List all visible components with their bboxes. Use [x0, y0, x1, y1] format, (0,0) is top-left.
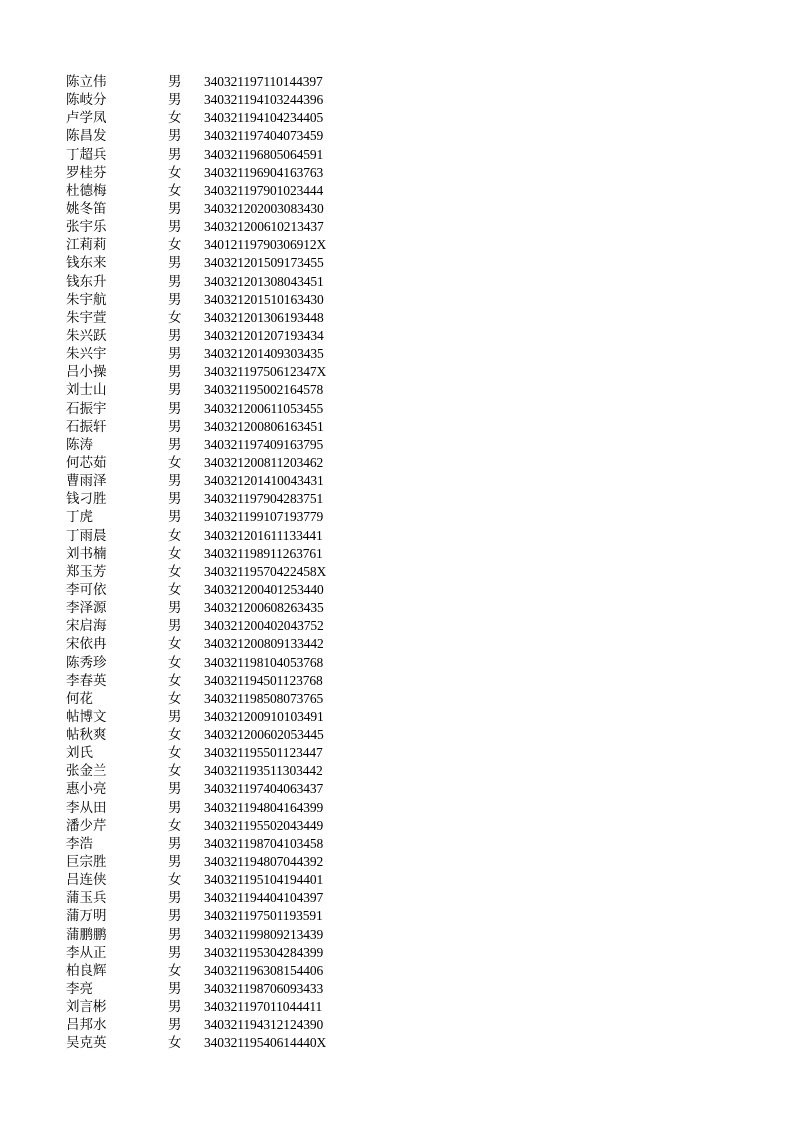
- roster-table: [66, 73, 396, 1053]
- table-row: [66, 345, 396, 363]
- id-number-cell: 340321195304284399: [204, 944, 324, 960]
- table-row: [66, 599, 396, 617]
- id-number-cell: 340321194804164399: [204, 799, 324, 815]
- gender-cell: 女: [168, 872, 182, 889]
- table-row: [66, 962, 396, 980]
- gender-cell: 男: [168, 473, 182, 490]
- name-cell: 帖博文: [66, 708, 107, 725]
- name-cell: 刘氏: [66, 745, 93, 762]
- gender-cell: 女: [168, 581, 182, 598]
- gender-cell: 男: [168, 491, 182, 508]
- table-row: [66, 291, 396, 309]
- gender-cell: 女: [168, 563, 182, 580]
- name-cell: 刘书楠: [66, 545, 107, 562]
- table-row: [66, 780, 396, 798]
- name-cell: 朱宇萱: [66, 309, 107, 326]
- table-row: [66, 690, 396, 708]
- table-row: [66, 980, 396, 998]
- id-number-cell: 340321194501123768: [204, 672, 323, 688]
- id-number-cell: 340321201306193448: [204, 309, 324, 325]
- table-row: [66, 381, 396, 399]
- gender-cell: 女: [168, 745, 182, 762]
- id-number-cell: 34032119540614440X: [204, 1035, 327, 1051]
- gender-cell: 男: [168, 146, 182, 163]
- table-row: [66, 418, 396, 436]
- table-row: [66, 817, 396, 835]
- table-row: [66, 273, 396, 291]
- name-cell: 丁雨晨: [66, 527, 107, 544]
- id-number-cell: 340321197011044411: [204, 999, 323, 1015]
- table-row: [66, 200, 396, 218]
- gender-cell: 女: [168, 545, 182, 562]
- gender-cell: 女: [168, 454, 182, 471]
- gender-cell: 男: [168, 382, 182, 399]
- id-number-cell: 340321197409163795: [204, 436, 324, 452]
- name-cell: 惠小亮: [66, 781, 107, 798]
- gender-cell: 男: [168, 418, 182, 435]
- gender-cell: 女: [168, 763, 182, 780]
- id-number-cell: 340321200602053445: [204, 727, 324, 743]
- name-cell: 陈昌发: [66, 128, 107, 145]
- gender-cell: 男: [168, 509, 182, 526]
- name-cell: 卢学凤: [66, 110, 107, 127]
- id-number-cell: 340321197110144397: [204, 74, 323, 89]
- table-row: [66, 998, 396, 1016]
- name-cell: 吕小操: [66, 364, 107, 381]
- gender-cell: 女: [168, 237, 182, 254]
- name-cell: 何花: [66, 690, 93, 707]
- id-number-cell: 340321201509173455: [204, 255, 324, 271]
- gender-cell: 女: [168, 182, 182, 199]
- gender-cell: 男: [168, 128, 182, 145]
- name-cell: 李浩: [66, 835, 93, 852]
- table-row: [66, 218, 396, 236]
- id-number-cell: 340321201510163430: [204, 291, 324, 307]
- table-row: [66, 563, 396, 581]
- name-cell: 李泽源: [66, 600, 107, 617]
- table-row: [66, 853, 396, 871]
- name-cell: 帖秋爽: [66, 727, 107, 744]
- gender-cell: 男: [168, 346, 182, 363]
- name-cell: 刘言彬: [66, 999, 107, 1016]
- name-cell: 杜德梅: [66, 182, 107, 199]
- name-cell: 蒲鹏鹏: [66, 926, 107, 943]
- name-cell: 宋依冉: [66, 636, 107, 653]
- gender-cell: 男: [168, 944, 182, 961]
- gender-cell: 男: [168, 1017, 182, 1034]
- table-row: [66, 254, 396, 272]
- name-cell: 曹雨泽: [66, 473, 107, 490]
- table-row: [66, 182, 396, 200]
- table-row: [66, 164, 396, 182]
- id-number-cell: 340321199809213439: [204, 926, 324, 942]
- id-number-cell: 340321195104194401: [204, 872, 324, 888]
- id-number-cell: 340321201207193434: [204, 327, 324, 343]
- gender-cell: 女: [168, 527, 182, 544]
- gender-cell: 男: [168, 92, 182, 109]
- id-number-cell: 340321197501193591: [204, 908, 323, 924]
- gender-cell: 男: [168, 291, 182, 308]
- name-cell: 吴克英: [66, 1035, 107, 1052]
- name-cell: 姚冬笛: [66, 200, 107, 217]
- name-cell: 巨宗胜: [66, 854, 107, 871]
- gender-cell: 女: [168, 817, 182, 834]
- table-row: [66, 545, 396, 563]
- gender-cell: 女: [168, 727, 182, 744]
- gender-cell: 男: [168, 799, 182, 816]
- gender-cell: 女: [168, 110, 182, 127]
- id-number-cell: 340321200811203462: [204, 454, 324, 470]
- gender-cell: 男: [168, 835, 182, 852]
- name-cell: 钱刁胜: [66, 491, 107, 508]
- gender-cell: 男: [168, 273, 182, 290]
- name-cell: 张宇乐: [66, 219, 107, 236]
- table-row: [66, 1016, 396, 1034]
- table-row: [66, 708, 396, 726]
- name-cell: 蒲万明: [66, 908, 107, 925]
- gender-cell: 男: [168, 436, 182, 453]
- id-number-cell: 340321194404104397: [204, 890, 324, 906]
- id-number-cell: 340321194103244396: [204, 92, 324, 108]
- table-row: [66, 327, 396, 345]
- table-row: [66, 472, 396, 490]
- table-row: [66, 726, 396, 744]
- id-number-cell: 340321197404063437: [204, 781, 324, 797]
- name-cell: 李亮: [66, 981, 93, 998]
- table-row: [66, 617, 396, 635]
- gender-cell: 男: [168, 400, 182, 417]
- table-row: [66, 109, 396, 127]
- name-cell: 陈立伟: [66, 74, 107, 90]
- id-number-cell: 340321196805064591: [204, 146, 324, 162]
- name-cell: 李春英: [66, 672, 107, 689]
- id-number-cell: 340321194807044392: [204, 854, 324, 870]
- table-row: [66, 1034, 396, 1052]
- id-number-cell: 340321193511303442: [204, 763, 323, 779]
- id-number-cell: 340321198706093433: [204, 981, 324, 997]
- id-number-cell: 340321197904283751: [204, 491, 324, 507]
- table-row: [66, 799, 396, 817]
- name-cell: 石振轩: [66, 418, 107, 435]
- gender-cell: 女: [168, 690, 182, 707]
- gender-cell: 男: [168, 327, 182, 344]
- name-cell: 李从田: [66, 799, 107, 816]
- gender-cell: 女: [168, 962, 182, 979]
- name-cell: 郑玉芳: [66, 563, 107, 580]
- table-row: [66, 73, 396, 91]
- gender-cell: 男: [168, 200, 182, 217]
- table-row: [66, 944, 396, 962]
- name-cell: 丁超兵: [66, 146, 107, 163]
- id-number-cell: 340321198508073765: [204, 690, 324, 706]
- table-row: [66, 400, 396, 418]
- gender-cell: 男: [168, 926, 182, 943]
- table-row: [66, 889, 396, 907]
- gender-cell: 男: [168, 255, 182, 272]
- table-row: [66, 436, 396, 454]
- id-number-cell: 340321200610213437: [204, 219, 324, 235]
- name-cell: 李可依: [66, 581, 107, 598]
- table-row: [66, 127, 396, 145]
- name-cell: 朱兴跃: [66, 327, 107, 344]
- id-number-cell: 340321200806163451: [204, 418, 324, 434]
- name-cell: 宋启海: [66, 618, 107, 635]
- table-row: [66, 527, 396, 545]
- name-cell: 陈岐分: [66, 92, 107, 109]
- gender-cell: 女: [168, 672, 182, 689]
- id-number-cell: 34012119790306912X: [204, 237, 327, 253]
- name-cell: 丁虎: [66, 509, 93, 526]
- gender-cell: 男: [168, 999, 182, 1016]
- table-row: [66, 762, 396, 780]
- name-cell: 张金兰: [66, 763, 107, 780]
- gender-cell: 女: [168, 654, 182, 671]
- name-cell: 钱东升: [66, 273, 107, 290]
- name-cell: 吕邦水: [66, 1017, 107, 1034]
- table-row: [66, 91, 396, 109]
- name-cell: 蒲玉兵: [66, 890, 107, 907]
- table-row: [66, 581, 396, 599]
- id-number-cell: 340321202003083430: [204, 200, 324, 216]
- gender-cell: 男: [168, 364, 182, 381]
- gender-cell: 男: [168, 908, 182, 925]
- name-cell: 陈涛: [66, 436, 93, 453]
- table-row: [66, 835, 396, 853]
- table-row: [66, 454, 396, 472]
- id-number-cell: 340321194312124390: [204, 1017, 324, 1033]
- gender-cell: 男: [168, 708, 182, 725]
- name-cell: 朱宇航: [66, 291, 107, 308]
- name-cell: 刘士山: [66, 382, 107, 399]
- table-row: [66, 907, 396, 925]
- id-number-cell: 340321197901023444: [204, 182, 324, 198]
- name-cell: 朱兴宇: [66, 346, 107, 363]
- id-number-cell: 340321195502043449: [204, 817, 324, 833]
- gender-cell: 男: [168, 981, 182, 998]
- id-number-cell: 34032119750612347X: [204, 364, 327, 380]
- id-number-cell: 340321201308043451: [204, 273, 324, 289]
- id-number-cell: 340321200401253440: [204, 581, 324, 597]
- id-number-cell: 340321200809133442: [204, 636, 324, 652]
- gender-cell: 男: [168, 600, 182, 617]
- gender-cell: 男: [168, 74, 182, 90]
- table-row: [66, 490, 396, 508]
- id-number-cell: 340321200402043752: [204, 618, 324, 634]
- table-row: [66, 363, 396, 381]
- table-row: [66, 926, 396, 944]
- table-row: [66, 236, 396, 254]
- id-number-cell: 340321198911263761: [204, 545, 323, 561]
- name-cell: 何芯茹: [66, 454, 107, 471]
- id-number-cell: 340321199107193779: [204, 509, 324, 525]
- name-cell: 李从正: [66, 944, 107, 961]
- gender-cell: 女: [168, 1035, 182, 1052]
- gender-cell: 女: [168, 164, 182, 181]
- id-number-cell: 340321196308154406: [204, 962, 324, 978]
- id-number-cell: 340321201611133441: [204, 527, 323, 543]
- id-number-cell: 340321200608263435: [204, 600, 324, 616]
- id-number-cell: 340321195002164578: [204, 382, 324, 398]
- id-number-cell: 340321200910103491: [204, 708, 324, 724]
- name-cell: 罗桂芬: [66, 164, 107, 181]
- id-number-cell: 340321194104234405: [204, 110, 324, 126]
- table-row: [66, 635, 396, 653]
- name-cell: 江莉莉: [66, 237, 107, 254]
- table-row: [66, 309, 396, 327]
- id-number-cell: 340321198704103458: [204, 835, 324, 851]
- id-number-cell: 34032119570422458X: [204, 563, 327, 579]
- id-number-cell: 340321201410043431: [204, 473, 324, 489]
- id-number-cell: 340321198104053768: [204, 654, 324, 670]
- table-row: [66, 146, 396, 164]
- gender-cell: 男: [168, 618, 182, 635]
- name-cell: 吕连侠: [66, 872, 107, 889]
- id-number-cell: 340321197404073459: [204, 128, 324, 144]
- table-row: [66, 508, 396, 526]
- name-cell: 柏良辉: [66, 962, 107, 979]
- gender-cell: 男: [168, 781, 182, 798]
- name-cell: 钱东来: [66, 255, 107, 272]
- name-cell: 潘少芹: [66, 817, 107, 834]
- table-row: [66, 744, 396, 762]
- gender-cell: 女: [168, 309, 182, 326]
- name-cell: 石振宇: [66, 400, 107, 417]
- table-row: [66, 654, 396, 672]
- table-row: [66, 871, 396, 889]
- id-number-cell: 340321195501123447: [204, 745, 323, 761]
- gender-cell: 女: [168, 636, 182, 653]
- gender-cell: 男: [168, 890, 182, 907]
- name-cell: 陈秀珍: [66, 654, 107, 671]
- id-number-cell: 340321201409303435: [204, 346, 324, 362]
- id-number-cell: 340321196904163763: [204, 164, 324, 180]
- table-row: [66, 672, 396, 690]
- id-number-cell: 340321200611053455: [204, 400, 324, 416]
- gender-cell: 男: [168, 219, 182, 236]
- gender-cell: 男: [168, 854, 182, 871]
